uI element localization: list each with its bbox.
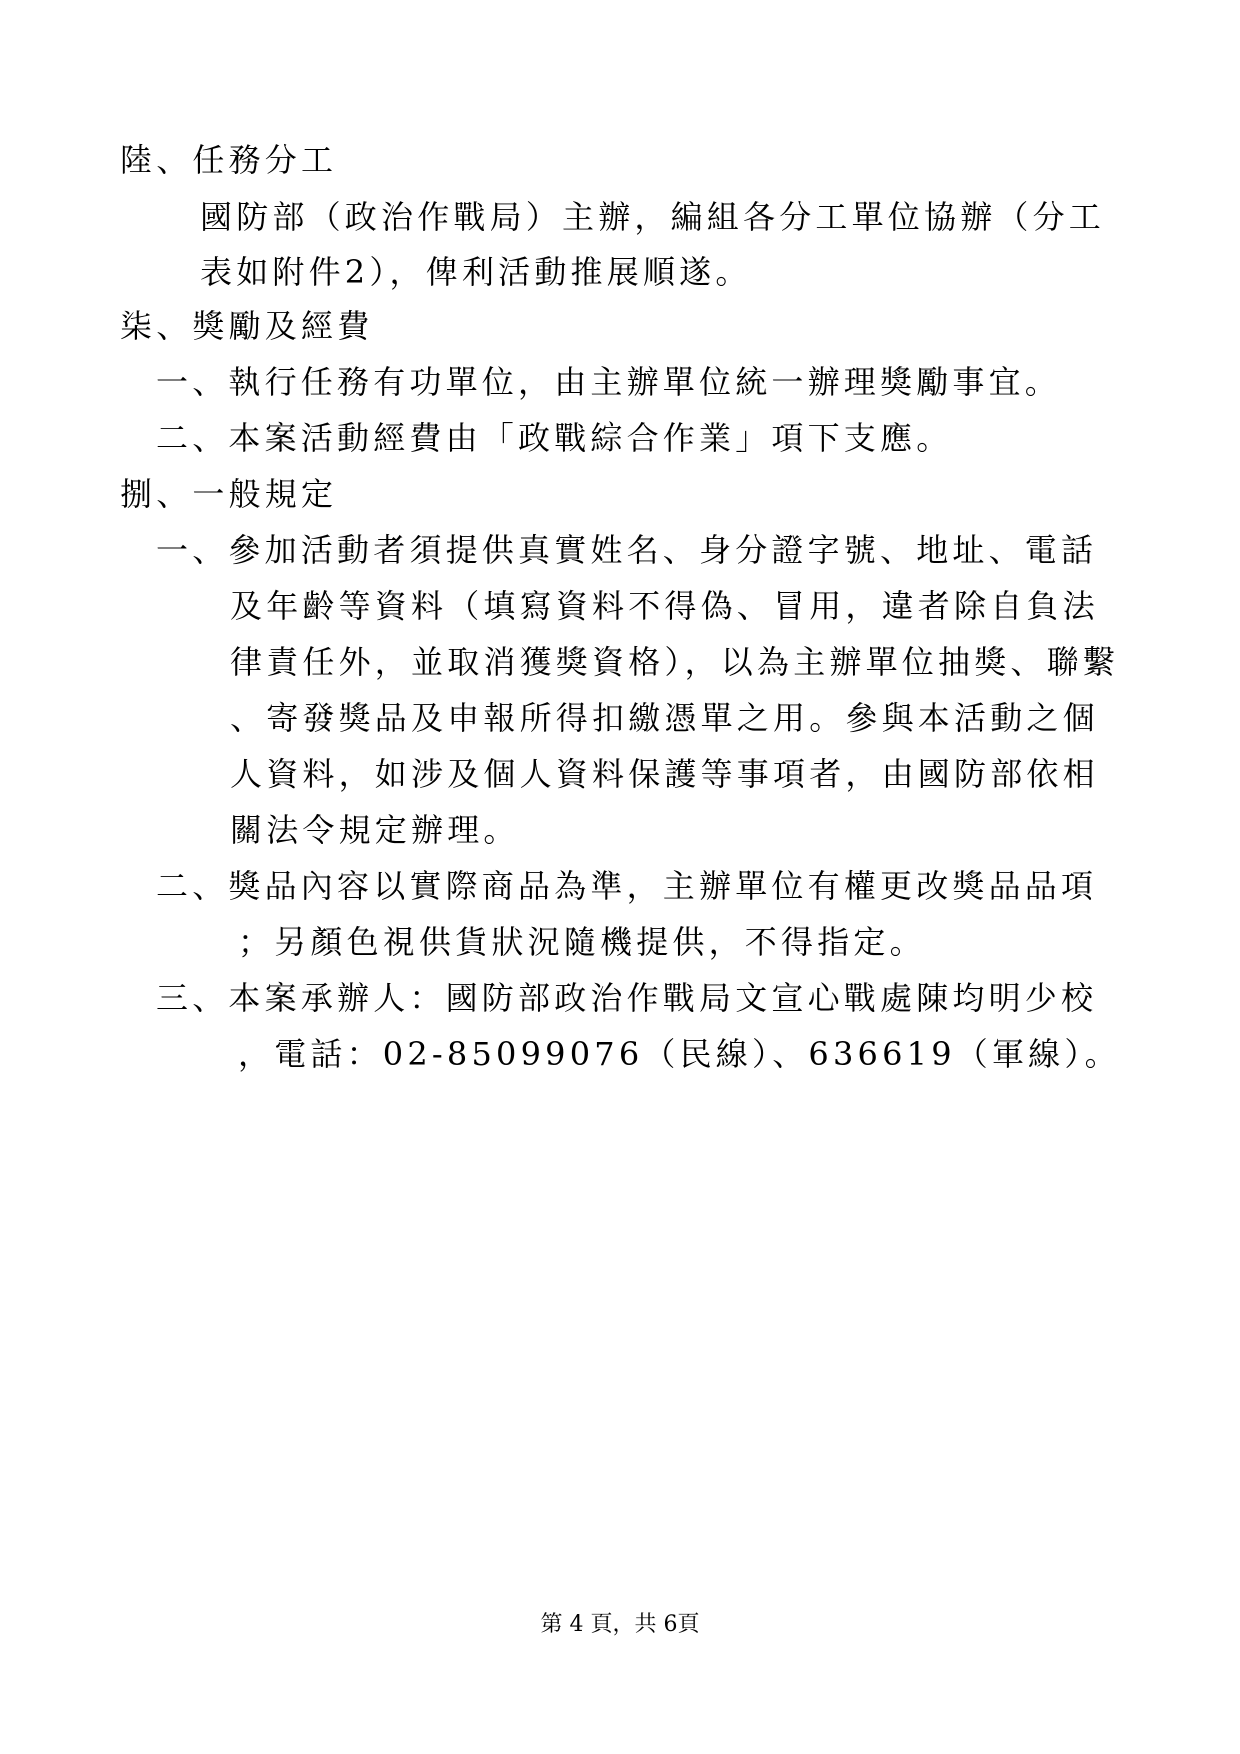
section-8-item-1-line-5: 人資料，如涉及個人資料保護等事項者，由國防部依相 bbox=[230, 755, 1099, 793]
section-8-item-1-line-2: 及年齡等資料（填寫資料不得偽、冒用，違者除自負法 bbox=[230, 587, 1099, 625]
page-footer: 第 4 頁，共 6頁 bbox=[540, 1612, 700, 1637]
section-7-heading: 柒、獎勵及經費 bbox=[120, 307, 374, 345]
section-8-item-3-line-1: 三、本案承辦人：國防部政治作戰局文宣心戰處陳均明少校 bbox=[156, 979, 1098, 1017]
section-8-item-1-line-1: 一、參加活動者須提供真實姓名、身分證字號、地址、電話 bbox=[156, 531, 1098, 569]
section-8-item-1-line-3: 律責任外，並取消獲獎資格），以為主辦單位抽獎、聯繫 bbox=[230, 643, 1120, 681]
section-8-item-3-line-2: ，電話：02-85099076（民線）、636619（軍線）。 bbox=[238, 1035, 1121, 1073]
section-6-paragraph-line-2: 表如附件2），俾利活動推展順遂。 bbox=[200, 253, 752, 291]
section-7-item-1: 一、執行任務有功單位，由主辦單位統一辦理獎勵事宜。 bbox=[156, 363, 1062, 401]
section-8-heading: 捌、一般規定 bbox=[120, 475, 338, 513]
section-6-heading: 陸、任務分工 bbox=[120, 141, 338, 179]
section-7-item-2: 二、本案活動經費由「政戰綜合作業」項下支應。 bbox=[156, 419, 953, 457]
section-6-paragraph-line-1: 國防部（政治作戰局）主辦，編組各分工單位協辦（分工 bbox=[200, 198, 1106, 236]
section-8-item-2-line-2: ；另顏色視供貨狀況隨機提供，不得指定。 bbox=[238, 923, 926, 961]
section-8-item-1-line-6: 關法令規定辦理。 bbox=[230, 811, 520, 849]
section-8-item-2-line-1: 二、獎品內容以實際商品為準，主辦單位有權更改獎品品項 bbox=[156, 867, 1098, 905]
section-8-item-1-line-4: 、寄發獎品及申報所得扣繳憑單之用。參與本活動之個 bbox=[230, 699, 1099, 737]
